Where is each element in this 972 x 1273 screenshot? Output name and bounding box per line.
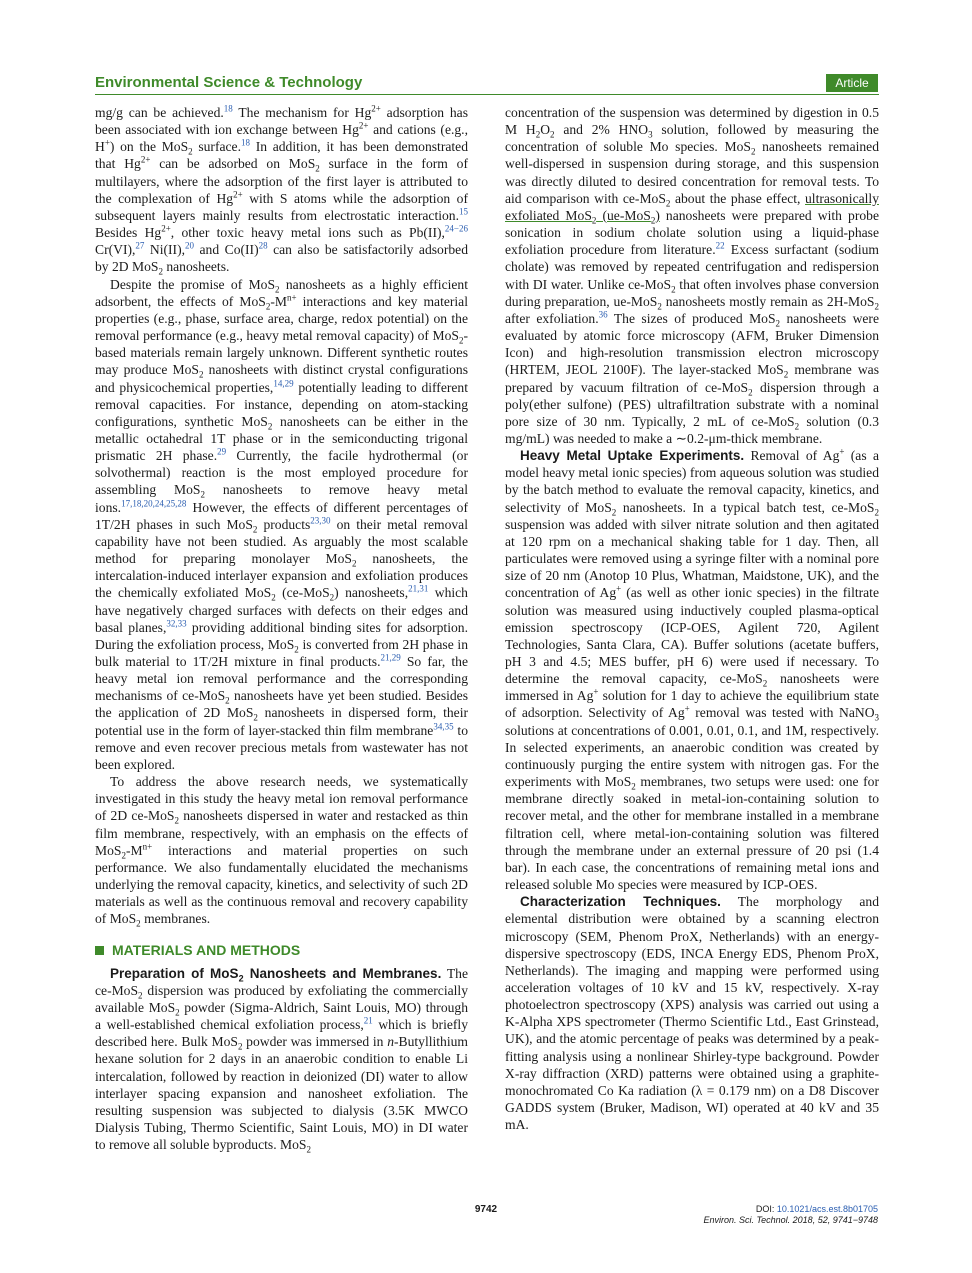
header-rule bbox=[95, 94, 879, 95]
paragraph: Despite the promise of MoS$_2$ nanosheets as a highly efficient adsorbent, the effects of $MoS_2-M^{n+}$ interactions and key material properties (e.g., phase, surface area, charge, redox potential) on the removal performance (e.g., heavy metal removal capacity) of MoS$_2$-based materials remain largely unknown. Different synthetic routes may produce MoS$_2$ nanosheets with distinct crystal configurations and physicochemical properties,$^{14,29}$ potentially leading to different removal capacities. For instance, depending on atom-stacking configurations, synthetic MoS$_2$ nanosheets can be either in the metallic octahedral 1T phase or in the semiconducting trigonal prismatic 2H phase.$^{29}$ Currently, the facile hydrothermal (or solvothermal) reaction is the most employed procedure for assembling MoS$_2$ nanosheets to remove heavy metal ions.$^{17,18,20,24,25,28}$ However, the effects of different percentages of 1T/2H phases in such MoS$_2$ products$^{23,30}$ on their metal removal capability have not been studied. As arguably the most scalable method for preparing monolayer MoS$_2$ nanosheets, the intercalation-induced interlayer expansion and exfoliation produces the chemically exfoliated MoS$_2$ (ce-MoS$_2$) nanosheets,$^{21,31}$ which have negatively charged surfaces with defects on their edges and basal planes,$^{32,33}$ providing additional binding sites for adsorption. During the exfoliation process, MoS$_2$ is converted from 2H phase in bulk material to 1T/2H mixture in final products.$^{21,29}$ So far, the heavy metal ion removal performance and the corresponding mechanisms of ce-MoS$_2$ nanosheets have yet been studied. Besides the application of 2D MoS$_2$ nanosheets in dispersed form, their potential use in the form of layer-stacked thin film membrane$^{34,35}$ to remove and even recover precious metals from wastewater has not been explored. bbox=[95, 276, 469, 772]
paragraph: mg/g can be achieved.$^{18}$ The mechanism for $Hg^{2+}$ adsorption has been associated with ion exchange between $Hg^{2+}$ and cations (e.g., H+) on the MoS$_2$ surface.$^{18}$ In addition, it has been demonstrated that $Hg^{2+}$ can be adsorbed on MoS$_2$ surface in the form of multilayers, where the adsorption of the first layer is attributed to the complexation of $Hg^{2+}$ with S atoms while the adsorption of subsequent layers mainly results from electrostatic interaction.$^{15}$ Besides $Hg^{2+}$, other toxic heavy metal ions such as Pb(II),$^{24-26}$ Cr(VI),$^{27}$ Ni(II),$^{20}$ and Co(II)$^{28}$ can also be satisfactorily adsorbed by 2D MoS$_2$ nanosheets. bbox=[95, 103, 469, 278]
paragraph: Characterization Techniques. The morphology and elemental distribution were obtained by a scanning electron microscopy (SEM, Phenom ProX, Netherlands) with an energy-dispersive spectroscopy (EDS, INCA Energy EDS, Phenom ProX, Netherlands). The imaging and mapping were performed using acceleration voltages of 10 kV and 15 kV, respectively. X-ray photoelectron spectroscopy (XPS) analysis was carried out using a K-Alpha XPS spectrometer (Thermo Scientific Ltd., East Grinstead, UK), and the atomic percentage of peaks was determined by a peak-fitting analysis using a nonlinear Shirley-type background. Powder X-ray diffraction (XRD) patterns were obtained using a graphite-monochromated Co Ka radiation (λ = 0.179 nm) on a D8 Discover GADDS system (Bruker, Madison, WI) operated at 40 kV and 35 mA. bbox=[505, 894, 880, 1133]
citation: Environ. Sci. Technol. 2018, 52, 9741−9748 bbox=[703, 1215, 878, 1225]
left-column bbox=[95, 104, 468, 1153]
doi-citation: DOI: 10.1021/acs.est.8b01705 Environ. Sci. Technol. 2018, 52, 9741−9748 bbox=[703, 1204, 878, 1225]
article-badge: Article bbox=[826, 74, 878, 92]
subsection-heading: Preparation of MoS$_2$ Nanosheets and Membranes. bbox=[110, 965, 442, 984]
page-number: 9742 bbox=[474, 1204, 498, 1215]
section-heading: MATERIALS AND METHODS bbox=[95, 942, 468, 959]
section-square-icon bbox=[95, 946, 104, 955]
paragraph: Heavy Metal Uptake Experiments. Removal of Ag+ (as a model heavy metal ionic species) from aqueous solution was studied by the batch method to evaluate the removal capacity, kinetics, and selectivity of MoS$_2$ nanosheets. In a typical batch test, ce-MoS$_2$ suspension was added with silver nitrate solution and then agitated at 120 rpm on a mechanical shaking table for 1 day. Then, all particulates were removed using a syringe filter with a nominal pore size of 20 nm (Anotop 10 Plus, Whatman, Maidstone, UK), and the concentration of Ag+ (as well as other ionic species) in the filtrate solution was measured using inductively coupled plasma-optical emission spectroscopy (ICP-OES, Agilent 720, Agilent Technologies, Santa Clara, CA). Buffer solutions (acetate buffers, pH 3 and 4.5; MES buffer, pH 6) were used if necessary. To determine the removal capacity, ce-MoS$_2$ nanosheets were immersed in Ag+ solution for 1 day to achieve the equilibrium state of adsorption. Selectivity of Ag+ removal was tested with NaNO$_3$ solutions at concentrations of 0.001, 0.01, 0.1, and 1M, respectively. In selected experiments, an anaerobic condition was created by continuously purging the entire system with nitrogen gas. For the experiments with MoS$_2$ membranes, two setups were used: one for membrane directly soaked in metal-ion-containing solution to recover metal, and the other for membrane installed in a membrane filtration cell, where metal-ion-containing solution was filtered through the membrane under an external pressure of 20 psi (1.4 bar). In each case, the concentrations of remaining metal ions and released soluble Mo species were measured by ICP-OES. bbox=[505, 446, 880, 893]
subsection-heading: Characterization Techniques. bbox=[520, 894, 721, 910]
doi-link[interactable]: 10.1021/acs.est.8b01705 bbox=[776, 1204, 878, 1214]
right-column bbox=[505, 104, 879, 1133]
paragraph: concentration of the suspension was determined by digestion in 0.5 M $H_2O_2$ and 2% $HNO_3$ solution, followed by measuring the concentration of soluble Mo species. MoS$_2$ nanosheets remained well-dispersed in suspension during storage, and this suspension was directly diluted to desired concentration for removal tests. To aid comparison with ce-MoS$_2$ about the phase effect, ultrasonically exfoliated MoS$_2$ (ue-MoS$_2$) nanosheets were prepared with probe sonication in sodium cholate solution using a liquid-phase exfoliation procedure from literature.$^{22}$ Excess surfactant (sodium cholate) was removed by repeated centrifugation and redispersion with DI water. Unlike ce-MoS$_2$ that often involves phase conversion during preparation, ue-MoS$_2$ nanosheets mostly remain as 2H-MoS$_2$ after exfoliation.$^{36}$ The sizes of produced MoS$_2$ nanosheets were evaluated by atomic force microscopy (AFM, Bruker Dimension Icon) and high-resolution transmission electron microscopy (HRTEM, JEOL 2100F). The layer-stacked MoS$_2$ membrane was prepared by vacuum filtration of ce-MoS$_2$ dispersion through a poly(ether sulfone) (PES) ultrafiltration substrate with a nominal pore size of 30 nm. Typically, 2 mL of ce-MoS$_2$ solution (0.3 mg/mL) was needed to make a ∼0.2-μm-thick membrane. bbox=[505, 105, 880, 446]
subsection-heading: Heavy Metal Uptake Experiments. bbox=[520, 448, 745, 464]
paragraph: Preparation of MoS$_2$ Nanosheets and Membranes. The ce-MoS$_2$ dispersion was produced by exfoliating the commercially available MoS$_2$ powder (Sigma-Aldrich, Saint Louis, MO) through a well-established chemical exfoliation process,$^{21}$ which is briefly described here. Bulk MoS$_2$ powder was immersed in n-Butyllithium hexane solution for 2 days in an anaerobic condition to enable Li intercalation, followed by reaction in deionized (DI) water to allow interlayer spacing expansion and nanosheet exfoliation. The resulting suspension was subjected to dialysis (3.5K MWCO Dialysis Tubing, Thermo Scientific, Saint Louis, MO) in DI water to remove all soluble byproducts. MoS$_2$ bbox=[95, 965, 469, 1155]
paragraph: To address the above research needs, we systematically investigated in this study the heavy metal ion removal performance of 2D ce-MoS$_2$ nanosheets dispersed in water and restacked as thin film membrane, respectively, with an emphasis on the effects of $MoS_2-M^{n+}$ interactions and material properties on such performance. We also fundamentally elucidated the mechanisms underlying the removal capacity, kinetics, and selectivity of such 2D materials as well as the continuous removal and recovery capability of MoS$_2$ membranes. bbox=[95, 774, 468, 930]
journal-title: Environmental Science & Technology bbox=[95, 74, 363, 91]
